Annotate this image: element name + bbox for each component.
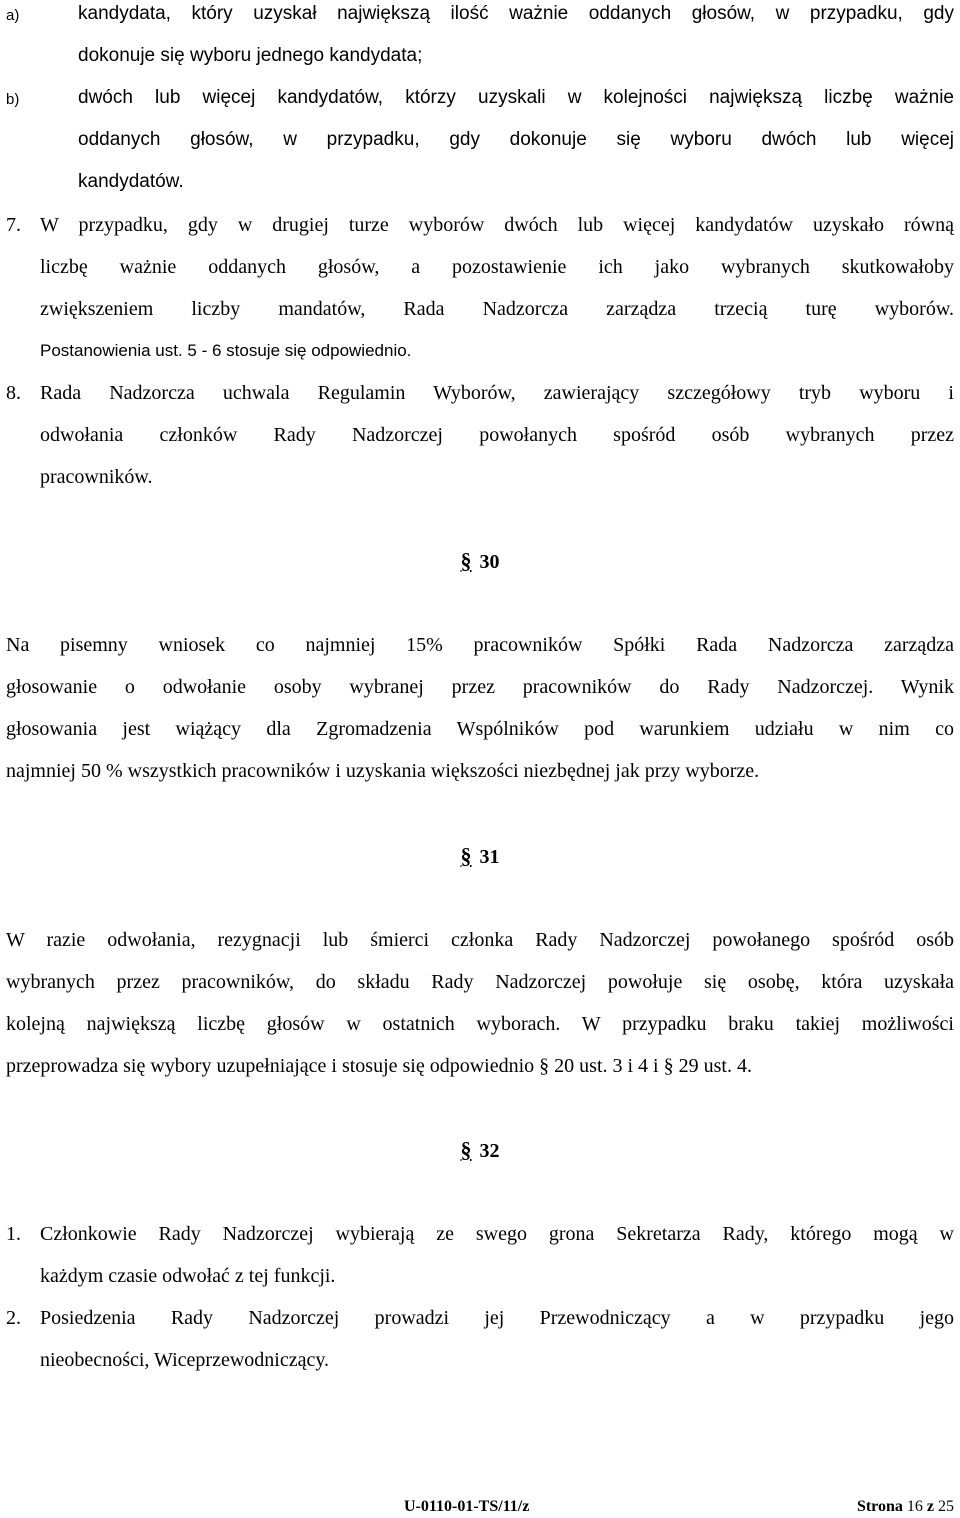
point-8-line-3: pracowników.	[40, 466, 153, 488]
footer-page-label: Strona	[856, 1498, 903, 1515]
section-32-item-marker-2: 2.	[6, 1307, 21, 1329]
section-31-line-3: kolejną największą liczbę głosów w ostatnich wyborach. W przypadku braku takiej możliwości	[6, 1013, 954, 1035]
section-30-line-3: głosowania jest wiążący dla Zgromadzenia Wspólników pod warunkiem udziału w nim co	[6, 718, 954, 740]
section-32-heading	[0, 1138, 960, 1163]
list-marker-a: a)	[6, 7, 20, 24]
item-b-line-1: dwóch lub więcej kandydatów, którzy uzyskali w kolejności największą liczbę ważnie	[78, 87, 954, 108]
section-32-item-1-line-2: każdym czasie odwołać z tej funkcji.	[40, 1265, 336, 1287]
item-b-line-2: oddanych głosów, w przypadku, gdy dokonuje się wyboru dwóch lub więcej	[78, 129, 954, 150]
section-32-item-marker-1: 1.	[6, 1223, 21, 1245]
footer-page-current: 16	[906, 1498, 923, 1515]
point-marker-8: 8.	[6, 382, 21, 404]
section-number: 30	[479, 551, 500, 573]
point-8-line-1: Rada Nadzorcza uchwala Regulamin Wyborów, zawierający szczegółowy tryb wyboru i	[40, 382, 954, 404]
point-8-line-2: odwołania członków Rady Nadzorczej powołanych spośród osób wybranych przez	[40, 424, 954, 446]
section-32-item-1-line-1: Członkowie Rady Nadzorczej wybierają ze swego grona Sekretarza Rady, którego mogą w	[40, 1223, 954, 1245]
section-number: 32	[479, 1140, 500, 1162]
point-marker-7: 7.	[6, 214, 21, 236]
section-symbol: §	[460, 843, 472, 868]
footer-page-counter	[857, 1497, 954, 1517]
footer-page-sep: z	[926, 1498, 934, 1515]
section-number: 31	[479, 846, 500, 868]
point-7-line-1: W przypadku, gdy w drugiej turze wyborów dwóch lub więcej kandydatów uzyskało równą	[40, 214, 954, 236]
list-marker-b: b)	[6, 91, 20, 108]
item-b-line-3: kandydatów.	[78, 171, 184, 192]
section-symbol: §	[460, 548, 472, 573]
item-a-line-1: kandydata, który uzyskał największą ilość ważnie oddanych głosów, w przypadku, gdy	[78, 3, 954, 24]
point-7-line-2: liczbę ważnie oddanych głosów, a pozostawienie ich jako wybranych skutkowałoby	[40, 256, 954, 278]
item-a-line-2: dokonuje się wyboru jednego kandydata;	[78, 45, 423, 66]
section-32-item-2-line-2: nieobecności, Wiceprzewodniczący.	[40, 1349, 330, 1371]
footer-page-total: 25	[938, 1498, 954, 1515]
section-31-line-1: W razie odwołania, rezygnacji lub śmierci członka Rady Nadzorczej powołanego spośród osób	[6, 929, 954, 951]
footer-doc-code: U-0110-01-TS/11/z	[404, 1498, 530, 1515]
section-32-item-2-line-1: Posiedzenia Rady Nadzorczej prowadzi jej Przewodniczący a w przypadku jego	[40, 1307, 954, 1329]
section-30-line-2: głosowanie o odwołanie osoby wybranej przez pracowników do Rady Nadzorczej. Wynik	[6, 676, 954, 698]
section-30-line-1: Na pisemny wniosek co najmniej 15% pracowników Spółki Rada Nadzorcza zarządza	[6, 634, 954, 656]
section-symbol: §	[460, 1137, 472, 1162]
section-31-line-2: wybranych przez pracowników, do składu Rady Nadzorczej powołuje się osobę, która uzyskała	[6, 971, 954, 993]
section-31-heading	[0, 844, 960, 869]
point-7-line-4: Postanowienia ust. 5 - 6 stosuje się odpowiednio.	[40, 341, 412, 360]
section-30-line-4: najmniej 50 % wszystkich pracowników i uzyskania większości niezbędnej jak przy wyborze.	[6, 760, 760, 782]
section-31-line-4: przeprowadza się wybory uzupełniające i stosuje się odpowiednio § 20 ust. 3 i 4 i § 29 ust. 4.	[6, 1055, 752, 1077]
section-30-heading	[0, 549, 960, 574]
point-7-line-3: zwiększeniem liczby mandatów, Rada Nadzorcza zarządza trzecią turę wyborów.	[40, 298, 954, 320]
